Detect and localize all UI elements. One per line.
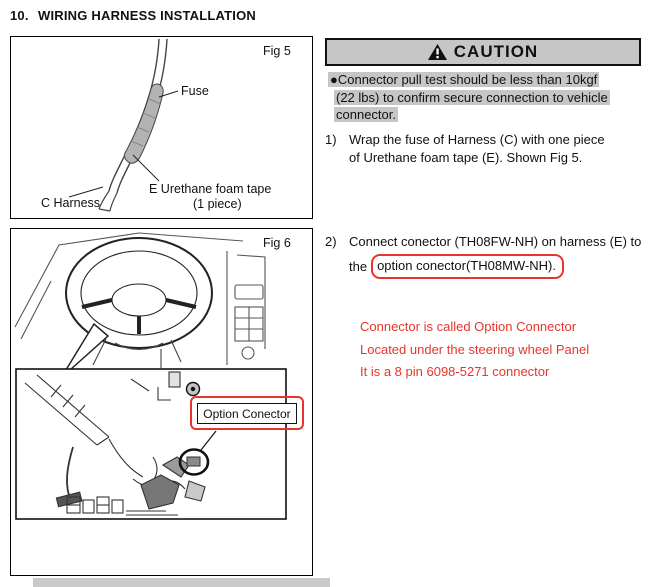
step-2-text xyxy=(349,233,641,279)
connector-highlight-box xyxy=(371,254,564,279)
caution-line: (22 lbs) to confirm secure connection to vehicle xyxy=(336,89,608,105)
caution-line: connector. xyxy=(336,107,396,122)
caution-header xyxy=(325,38,641,66)
figure-6-caption: Fig 6 xyxy=(263,236,291,250)
step-2-line-2-prefix: the xyxy=(349,258,368,274)
option-connector-phrase: option conector(TH08MW-NH). xyxy=(377,258,556,273)
caution-line: ●Connector pull test should be less than 10kgf xyxy=(330,72,598,87)
option-connector-label: Option Conector xyxy=(197,403,297,424)
section-number: 10. xyxy=(10,8,29,23)
annotation-line: Located under the steering wheel Panel xyxy=(360,341,590,357)
step-2-line-1: Connect conector (TH08FW-NH) on harness (E) to xyxy=(349,234,642,249)
foam-tape-label: E Urethane foam tape xyxy=(149,182,272,196)
warning-triangle-icon xyxy=(428,44,447,60)
harness-label: C Harness xyxy=(41,196,101,210)
caution-text xyxy=(328,71,610,124)
step-2-line-2 xyxy=(349,254,564,279)
annotation-note xyxy=(360,316,589,384)
caution-title: CAUTION xyxy=(453,42,539,61)
step-1-line-2: of Urethane foam tape (E). Shown Fig 5. xyxy=(349,150,583,165)
step-2-number: 2) xyxy=(325,234,337,249)
figure-6-box xyxy=(10,228,313,576)
annotation-line: Connector is called Option Connector xyxy=(360,319,577,334)
step-2 xyxy=(325,233,641,279)
step-1-text xyxy=(349,131,605,167)
step-1 xyxy=(325,131,605,167)
steering-wheel-drawing xyxy=(66,238,212,348)
partial-element-bottom xyxy=(33,578,330,587)
section-title xyxy=(10,8,256,23)
figure-5-box xyxy=(10,36,313,219)
step-1-line-1: Wrap the fuse of Harness (C) with one piece xyxy=(349,132,605,147)
foam-tape-qty-label: (1 piece) xyxy=(193,197,242,211)
section-title-text: WIRING HARNESS INSTALLATION xyxy=(38,8,256,23)
figure-5-caption: Fig 5 xyxy=(263,44,291,58)
fuse-label: Fuse xyxy=(181,84,209,98)
annotation-line: It is a 8 pin 6098-5271 connector xyxy=(360,364,550,379)
step-1-number: 1) xyxy=(325,132,337,147)
